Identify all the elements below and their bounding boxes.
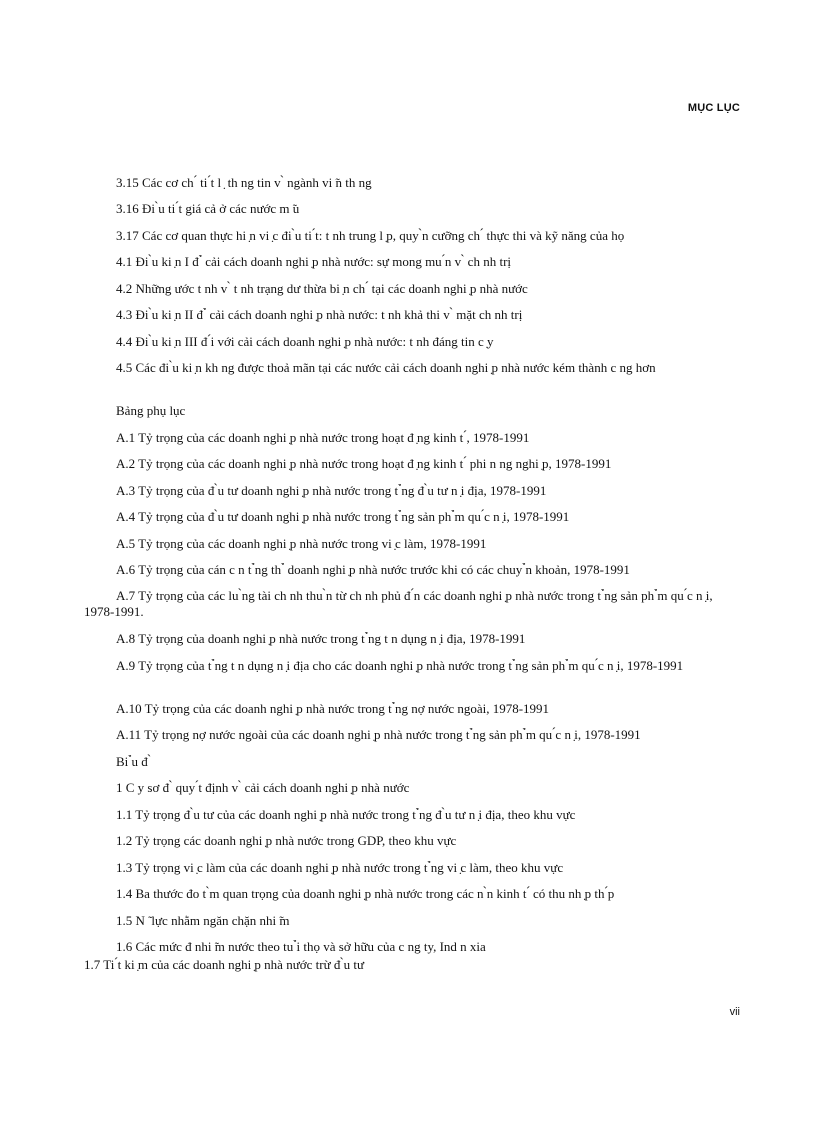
section-heading-figures: Bi ̉u đ ̀	[116, 754, 152, 769]
toc-entry: A.9 Tỷ trọng của t ̉ng t n dụng n ̣i địa cho các doanh nghi ̣p nhà nước trong t ̉ng sản ph ̉m qu ́c n ̣i, 1978-1991	[116, 658, 684, 673]
toc-entry: A.6 Tỷ trọng của cán c n t ̉ng th ̉ doanh nghi ̣p nhà nước trước khi có các chuy ̉n khoản, 1978-1991	[116, 562, 630, 577]
toc-entry: 3.16 Đi ̀u ti ́t giá cả ở các nước m ̃u	[116, 201, 300, 216]
toc-entry: 1 C y sơ đ ̀ quy ́t định v ̀ cải cách doanh nghi ̣p nhà nước	[116, 780, 410, 795]
toc-entry: A.3 Tỷ trọng của đ ̀u tư doanh nghi ̣p nhà nước trong t ̉ng đ ̀u tư n ̣i địa, 1978-1991	[116, 483, 547, 498]
toc-entry: A.4 Tỷ trọng của đ ̀u tư doanh nghi ̣p nhà nước trong t ̉ng sản ph ̉m qu ́c n ̣i, 1978-1991	[116, 509, 570, 524]
toc-entry: A.5 Tỷ trọng của các doanh nghi ̣p nhà nước trong vi ̣c làm, 1978-1991	[116, 536, 487, 551]
page-header: MỤC LỤC	[687, 102, 740, 114]
toc-entry: 4.4 Đi ̀u ki ̣n III đ ́i với cải cách doanh nghi ̣p nhà nước: t nh đáng tin c ̣y	[116, 334, 494, 349]
toc-entry: A.10 Tỷ trọng của các doanh nghi ̣p nhà nước trong t ̉ng nợ nước ngoài, 1978-1991	[116, 701, 550, 716]
toc-entry: A.7 Tỷ trọng của các lu ̀ng tài ch nh thu ̀n từ ch nh phủ đ ́n các doanh nghi ̣p nhà nước trong t ̉ng sản ph ̉m qu ́c n ̣i, 1978-1991.	[84, 588, 713, 619]
toc-entry: A.2 Tỷ trọng của các doanh nghi ̣p nhà nước trong hoạt đ ̣ng kinh t ́ phi n ng nghi ̣p, 1978-1991	[116, 456, 612, 471]
toc-entry: A.8 Tỷ trọng của doanh nghi ̣p nhà nước trong t ̉ng t n dụng n ̣i địa, 1978-1991	[116, 631, 526, 646]
toc-entry: 4.3 Đi ̀u ki ̣n II đ ̉ cải cách doanh nghi ̣p nhà nước: t nh khả thi v ̀ mặt ch nh trị	[116, 307, 523, 322]
toc-entry: 4.2 Những ước t nh v ̀ t nh trạng dư thừa bi ̣n ch ́ tại các doanh nghi ̣p nhà nước	[116, 281, 528, 296]
toc-entry: 1.3 Tỷ trọng vi ̣c làm của các doanh nghi ̣p nhà nước trong t ̉ng vi ̣c làm, theo khu vực	[116, 860, 564, 875]
toc-entry: 1.7 Ti ́t ki ̣m của các doanh nghi ̣p nhà nước trừ đ ̀u tư	[84, 957, 365, 972]
toc-entry: 1.5 N ̃ lực nhằm ngăn chặn nhi ̃m	[116, 913, 290, 928]
section-heading-appendix-tables: Bảng phụ lục	[116, 403, 186, 418]
toc-entry: 1.1 Tỷ trọng đ ̀u tư của các doanh nghi ̣p nhà nước trong t ̉ng đ ̀u tư n ̣i địa, theo khu vực	[116, 807, 576, 822]
toc-entry: 4.5 Các đi ̀u ki ̣n kh ng được thoả mãn tại các nước cải cách doanh nghi ̣p nhà nước kém thành c ng hơn	[116, 360, 656, 375]
page-number: vii	[729, 1006, 740, 1018]
toc-entry: 1.4 Ba thước đo t ̀m quan trọng của doanh nghi ̣p nhà nước trong các n ̀n kinh t ́ có thu nh ̣p th ́p	[116, 886, 615, 901]
toc-entry: 3.15 Các cơ ch ́ ti ́t l ̣ th ng tin v ̀ ngành vi ̃n th ng	[116, 175, 372, 190]
toc-entry: A.1 Tỷ trọng của các doanh nghi ̣p nhà nước trong hoạt đ ̣ng kinh t ́, 1978-1991	[116, 430, 530, 445]
toc-entry: 3.17 Các cơ quan thực hi ̣n vi ̣c đi ̀u ti ́t: t nh trung l ̣p, quy ̀n cưỡng ch ́ thực thi và kỹ năng của họ	[116, 228, 625, 243]
toc-entry: 4.1 Đi ̀u ki ̣n I đ ̉ cải cách doanh nghi ̣p nhà nước: sự mong mu ́n v ̀ ch nh trị	[116, 254, 512, 269]
toc-entry: 1.2 Tỷ trọng các doanh nghi ̣p nhà nước trong GDP, theo khu vực	[116, 833, 457, 848]
toc-entry: 1.6 Các mức đ nhi ̃m nước theo tu ̉i thọ và sở hữu của c ng ty, Ind n xia	[116, 939, 486, 954]
toc-entry: A.11 Tỷ trọng nợ nước ngoài của các doanh nghi ̣p nhà nước trong t ̉ng sản ph ̉m qu ́c n ̣i, 1978-1991	[116, 727, 641, 742]
